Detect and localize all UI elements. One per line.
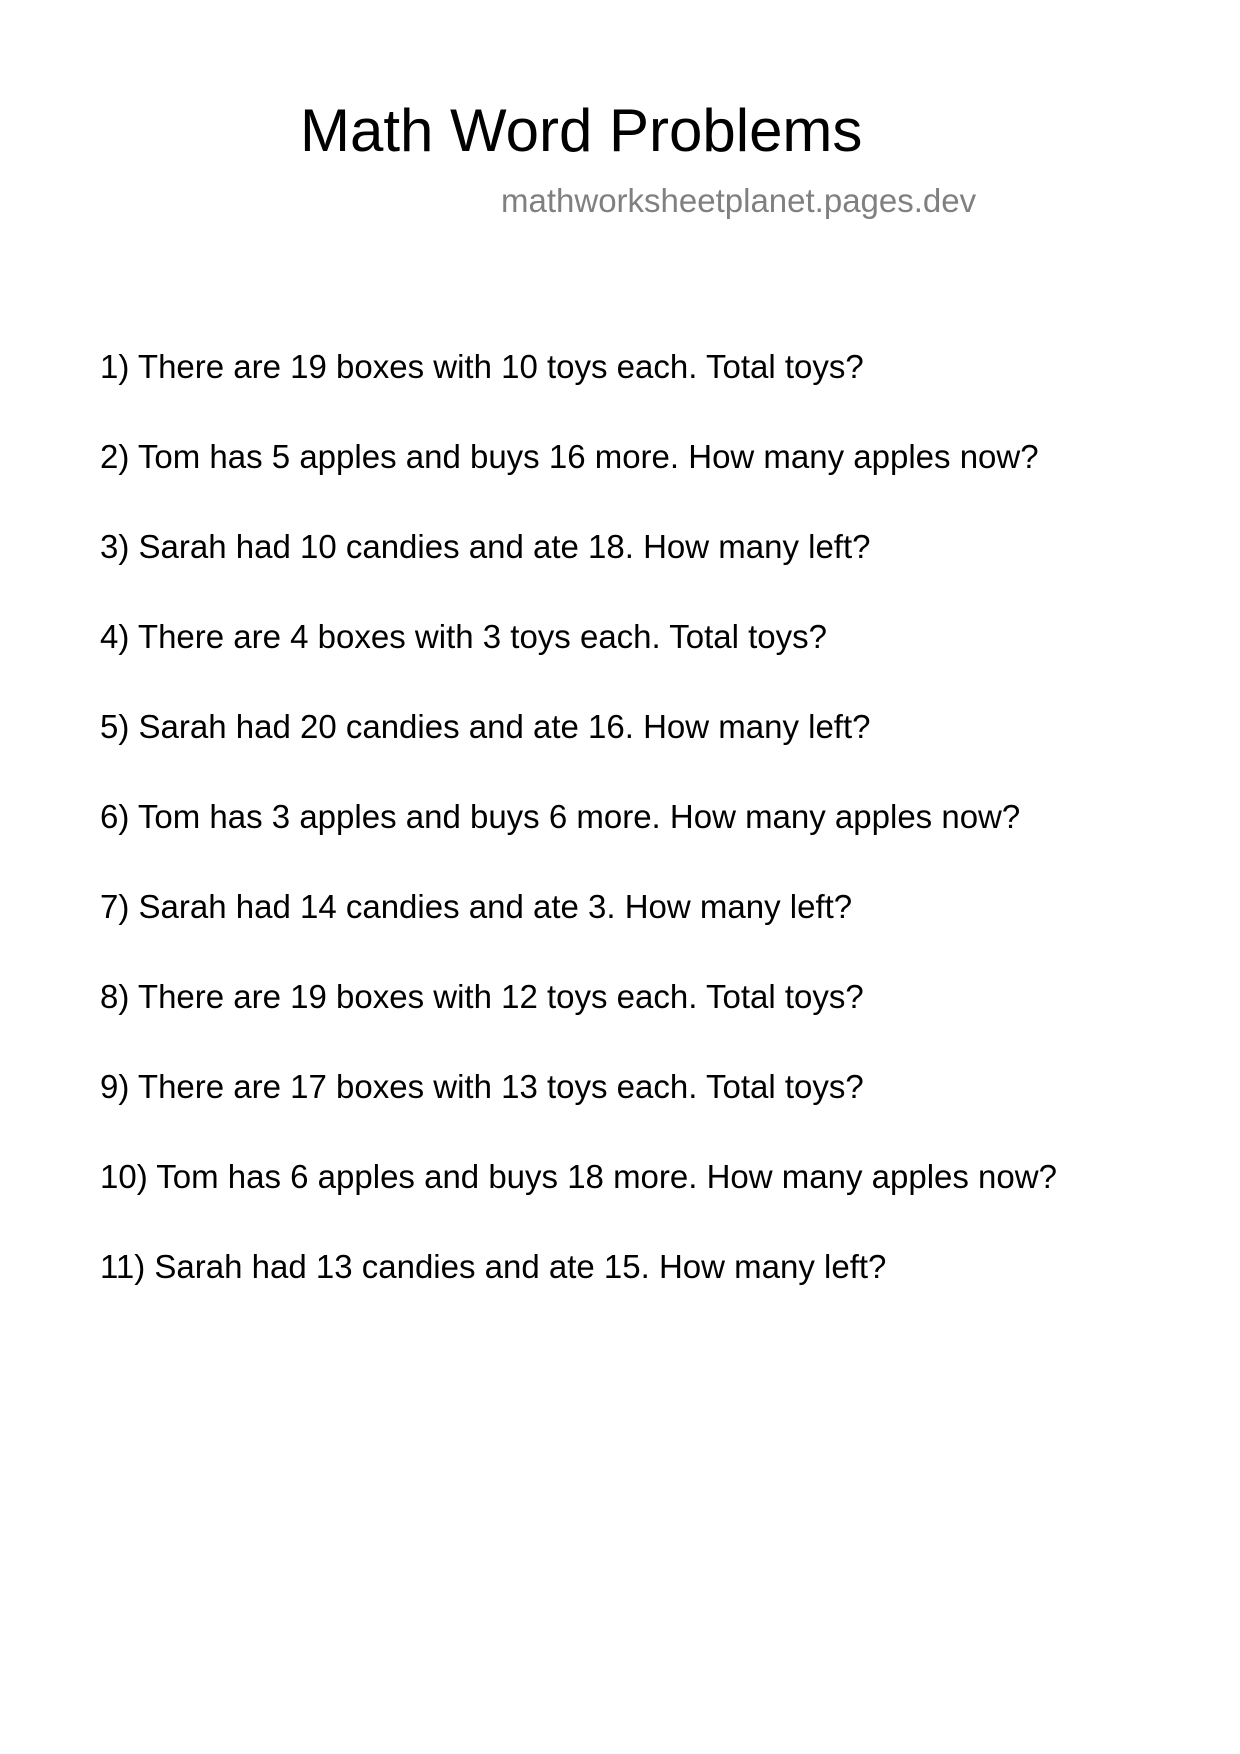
problem-11: 11) Sarah had 13 candies and ate 15. How many left?: [100, 1248, 887, 1285]
problem-9: 9) There are 17 boxes with 13 toys each. Total toys?: [100, 1068, 864, 1105]
problem-5: 5) Sarah had 20 candies and ate 16. How many left?: [100, 708, 871, 745]
problem-7: 7) Sarah had 14 candies and ate 3. How many left?: [100, 888, 853, 925]
page-title: Math Word Problems: [300, 97, 863, 164]
problem-3: 3) Sarah had 10 candies and ate 18. How many left?: [100, 528, 871, 565]
problem-4: 4) There are 4 boxes with 3 toys each. Total toys?: [100, 618, 828, 655]
problem-list: [100, 347, 1057, 1337]
problem-10: 10) Tom has 6 apples and buys 18 more. How many apples now?: [100, 1158, 1057, 1195]
problem-2: 2) Tom has 5 apples and buys 16 more. How many apples now?: [100, 438, 1039, 475]
source-url: mathworksheetplanet.pages.dev: [501, 182, 977, 219]
problem-1: 1) There are 19 boxes with 10 toys each. Total toys?: [100, 348, 864, 385]
problem-6: 6) Tom has 3 apples and buys 6 more. How many apples now?: [100, 798, 1021, 835]
problem-8: 8) There are 19 boxes with 12 toys each. Total toys?: [100, 978, 864, 1015]
